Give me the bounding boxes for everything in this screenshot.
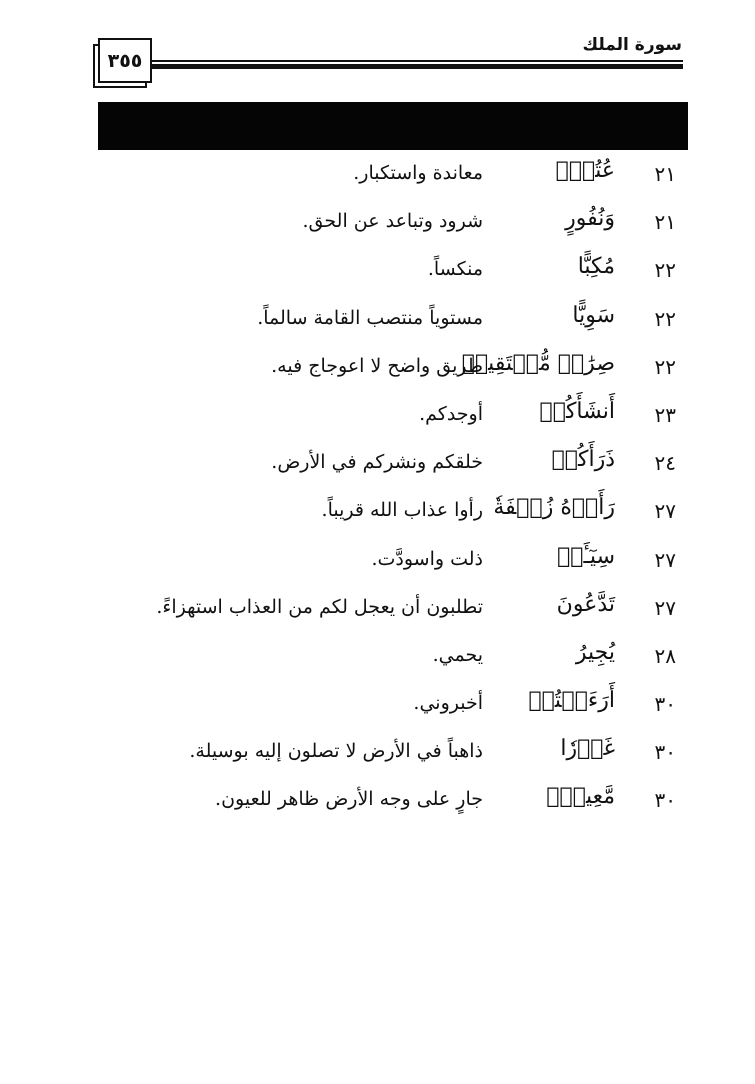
word-meaning: رأوا عذاب الله قريباً. xyxy=(321,499,483,522)
word-meaning: أخبروني. xyxy=(413,692,483,715)
vocabulary-list xyxy=(0,152,755,827)
list-item xyxy=(0,297,755,345)
word-meaning: أوجدكم. xyxy=(419,402,483,425)
quran-word: مَّعِينِۭ xyxy=(546,784,615,810)
verse-number: ٢٢ xyxy=(654,258,676,283)
verse-number: ٣٠ xyxy=(654,692,676,717)
word-meaning: مستوياً منتصب القامة سالماً. xyxy=(257,306,483,329)
list-item xyxy=(0,538,755,586)
list-item xyxy=(0,345,755,393)
word-meaning: خلقكم ونشركم في الأرض. xyxy=(271,451,483,474)
verse-number: ٢٧ xyxy=(654,595,676,620)
quran-word: سَوِيًّا xyxy=(572,302,615,328)
table-header-band xyxy=(98,102,688,150)
verse-number: ٣٠ xyxy=(654,788,676,813)
page-number: ٣٥٥ xyxy=(107,49,143,72)
verse-number: ٢٣ xyxy=(654,402,676,427)
list-item xyxy=(0,682,755,730)
header-rule-thick xyxy=(148,64,683,69)
verse-number: ٢٧ xyxy=(654,547,676,572)
list-item xyxy=(0,730,755,778)
verse-number: ٢٢ xyxy=(654,306,676,331)
word-meaning: منكساً. xyxy=(427,258,483,281)
quran-word: سِيٓـَٔتۡ xyxy=(557,543,615,569)
list-item xyxy=(0,152,755,200)
header-rule-thin xyxy=(148,60,683,62)
word-meaning: جارٍ على وجه الأرض ظاهر للعيون. xyxy=(215,788,483,811)
quran-word: صِرَٰطٖ مُّسۡتَقِيمٖ xyxy=(461,350,615,376)
quran-word: أَرَءَيۡتُمۡ xyxy=(528,688,615,714)
list-item xyxy=(0,586,755,634)
quran-word: يُجِيرُ xyxy=(575,639,615,665)
quran-word: ذَرَأَكُمۡ xyxy=(551,447,615,473)
quran-word: مُكِبًّا xyxy=(577,254,615,280)
word-meaning: ذلت واسودَّت. xyxy=(371,547,483,570)
page-number-box xyxy=(98,38,152,83)
verse-number: ٢١ xyxy=(654,162,676,186)
verse-number: ٣٠ xyxy=(654,740,676,765)
verse-number: ٢٢ xyxy=(654,354,676,379)
quran-word: وَنُفُورٍ xyxy=(565,206,615,232)
word-meaning: شرود وتباعد عن الحق. xyxy=(302,210,483,233)
quran-word: عُتُوّٖ xyxy=(555,158,615,183)
verse-number: ٢٨ xyxy=(654,643,676,668)
word-meaning: تطلبون أن يعجل لكم من العذاب استهزاءً. xyxy=(156,595,483,618)
word-meaning: طريق واضح لا اعوجاج فيه. xyxy=(271,354,483,377)
list-item xyxy=(0,393,755,441)
quran-word: أَنشَأَكُمۡ xyxy=(539,398,615,424)
word-meaning: يحمي. xyxy=(432,643,483,666)
word-meaning: معاندة واستكبار. xyxy=(353,162,483,184)
surah-title: سورة الملك xyxy=(582,35,682,55)
quran-word: تَدَّعُونَ xyxy=(556,591,615,617)
verse-number: ٢١ xyxy=(654,210,676,235)
list-item xyxy=(0,248,755,296)
list-item xyxy=(0,634,755,682)
list-item xyxy=(0,489,755,537)
verse-number: ٢٧ xyxy=(654,499,676,524)
list-item xyxy=(0,441,755,489)
word-meaning: ذاهباً في الأرض لا تصلون إليه بوسيلة. xyxy=(189,740,483,763)
list-item xyxy=(0,778,755,826)
quran-word: غَوۡرٗا xyxy=(560,736,615,762)
quran-word: رَأَوۡهُ زُلۡفَةٗ xyxy=(493,495,615,521)
verse-number: ٢٤ xyxy=(654,451,676,476)
list-item xyxy=(0,200,755,248)
